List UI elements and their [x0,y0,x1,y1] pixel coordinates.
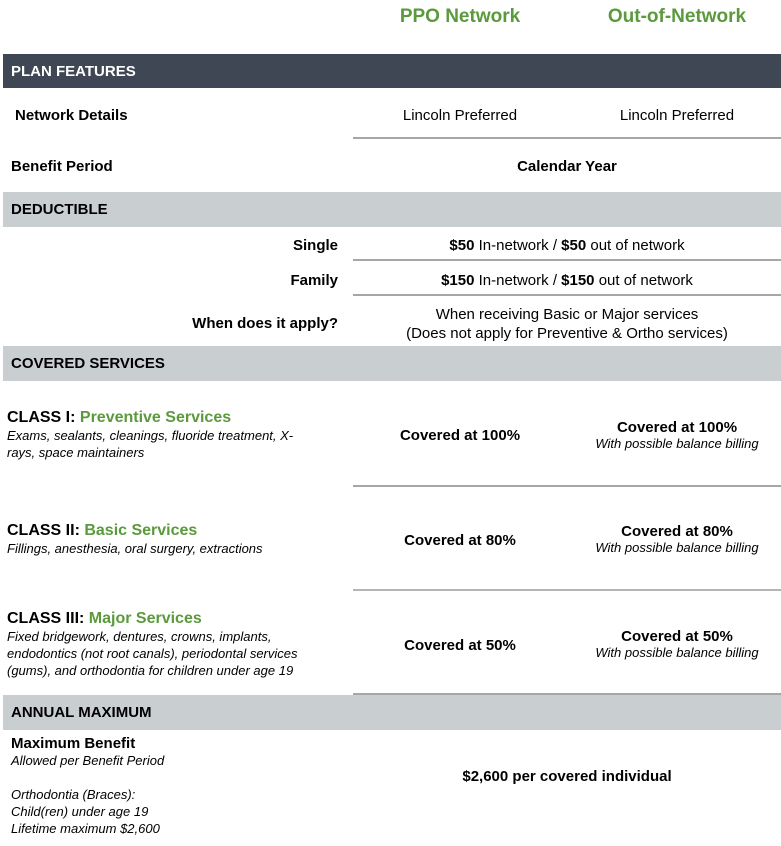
divider [353,589,781,591]
section-header-plan-features: PLAN FEATURES [3,54,781,88]
class-1-description [7,409,337,461]
class-2-ppo [353,532,567,549]
deductible-applies-value [353,305,781,343]
maximum-benefit-description [11,735,341,837]
class-3-desc-line: Fixed bridgework, dentures, crowns, implants, [7,629,272,644]
single-out-amount: $50 [561,237,587,254]
class-2-oon-note: With possible balance billing [595,540,759,555]
class-3-oon [570,628,781,660]
family-out-text: out of network [594,272,693,289]
section-header-deductible: DEDUCTIBLE [3,192,781,227]
class-2-desc [7,540,337,557]
applies-line-2: (Does not apply for Preventive & Ortho services) [406,325,728,342]
class-1-desc [7,427,337,461]
column-header-out-of-network: Out-of-Network [607,6,747,27]
class-3-prefix: CLASS III: [7,610,89,627]
maximum-benefit-subtitle: Allowed per Benefit Period [11,753,165,768]
ortho-line: Child(ren) under age 19 [11,804,149,819]
applies-line-1: When receiving Basic or Major services [435,306,699,323]
divider [353,137,781,139]
deductible-single-label: Single [292,237,338,254]
divider [353,259,781,261]
benefit-period-value: Calendar Year [517,158,617,175]
class-2-description [7,522,337,557]
class-2-name: Basic Services [84,522,198,539]
class-1-desc-line: Exams, sealants, cleanings, fluoride treatment, X- [7,428,294,443]
class-3-title [7,610,347,628]
network-details-ppo: Lincoln Preferred [402,107,518,124]
single-in-text: In-network / [474,237,562,254]
family-in-amount: $150 [441,272,475,289]
single-out-text: out of network [586,237,685,254]
divider [353,485,781,487]
single-in-amount: $50 [449,237,475,254]
family-out-amount: $150 [561,272,595,289]
deductible-family-label: Family [290,272,338,289]
class-3-desc-line: (gums), and orthodontia for children under age 19 [7,663,294,678]
deductible-family-value [353,272,781,289]
network-details-oon: Lincoln Preferred [619,107,735,124]
class-1-oon [570,419,781,451]
class-1-title [7,409,337,427]
ortho-line: Orthodontia (Braces): [11,787,136,802]
orthodontia-note [11,786,341,837]
class-3-desc [7,628,347,679]
class-1-name: Preventive Services [79,409,232,426]
deductible-applies-label: When does it apply? [192,315,338,332]
family-in-text: In-network / [474,272,562,289]
column-header-ppo: PPO Network [399,6,521,27]
class-2-title [7,522,337,540]
class-3-ppo-value: Covered at 50% [404,637,516,654]
section-header-annual-maximum: ANNUAL MAXIMUM [3,695,781,730]
divider [353,294,781,296]
class-3-oon-value: Covered at 50% [621,628,733,645]
deductible-single-value [353,237,781,254]
class-2-oon [570,523,781,555]
class-3-desc-line: endodontics (not root canals), periodontal services [7,646,298,661]
class-2-ppo-value: Covered at 80% [404,532,516,549]
class-3-ppo [353,637,567,654]
ortho-line: Lifetime maximum $2,600 [11,821,160,836]
maximum-benefit-title: Maximum Benefit [11,735,136,752]
class-2-prefix: CLASS II: [7,522,85,539]
class-1-oon-value: Covered at 100% [616,419,738,436]
network-details-label: Network Details [15,107,128,124]
class-3-name: Major Services [88,610,202,627]
class-1-ppo [353,427,567,444]
class-3-description [7,610,347,679]
maximum-benefit-value: $2,600 per covered individual [462,768,672,785]
class-1-desc-line: rays, space maintainers [7,445,145,460]
class-1-prefix: CLASS I: [7,409,80,426]
benefit-period-label: Benefit Period [11,158,113,175]
class-2-desc-line: Fillings, anesthesia, oral surgery, extractions [7,541,263,556]
class-3-oon-note: With possible balance billing [595,645,759,660]
class-1-ppo-value: Covered at 100% [399,427,521,444]
class-1-oon-note: With possible balance billing [595,436,759,451]
class-2-oon-value: Covered at 80% [621,523,733,540]
section-header-covered-services: COVERED SERVICES [3,346,781,381]
